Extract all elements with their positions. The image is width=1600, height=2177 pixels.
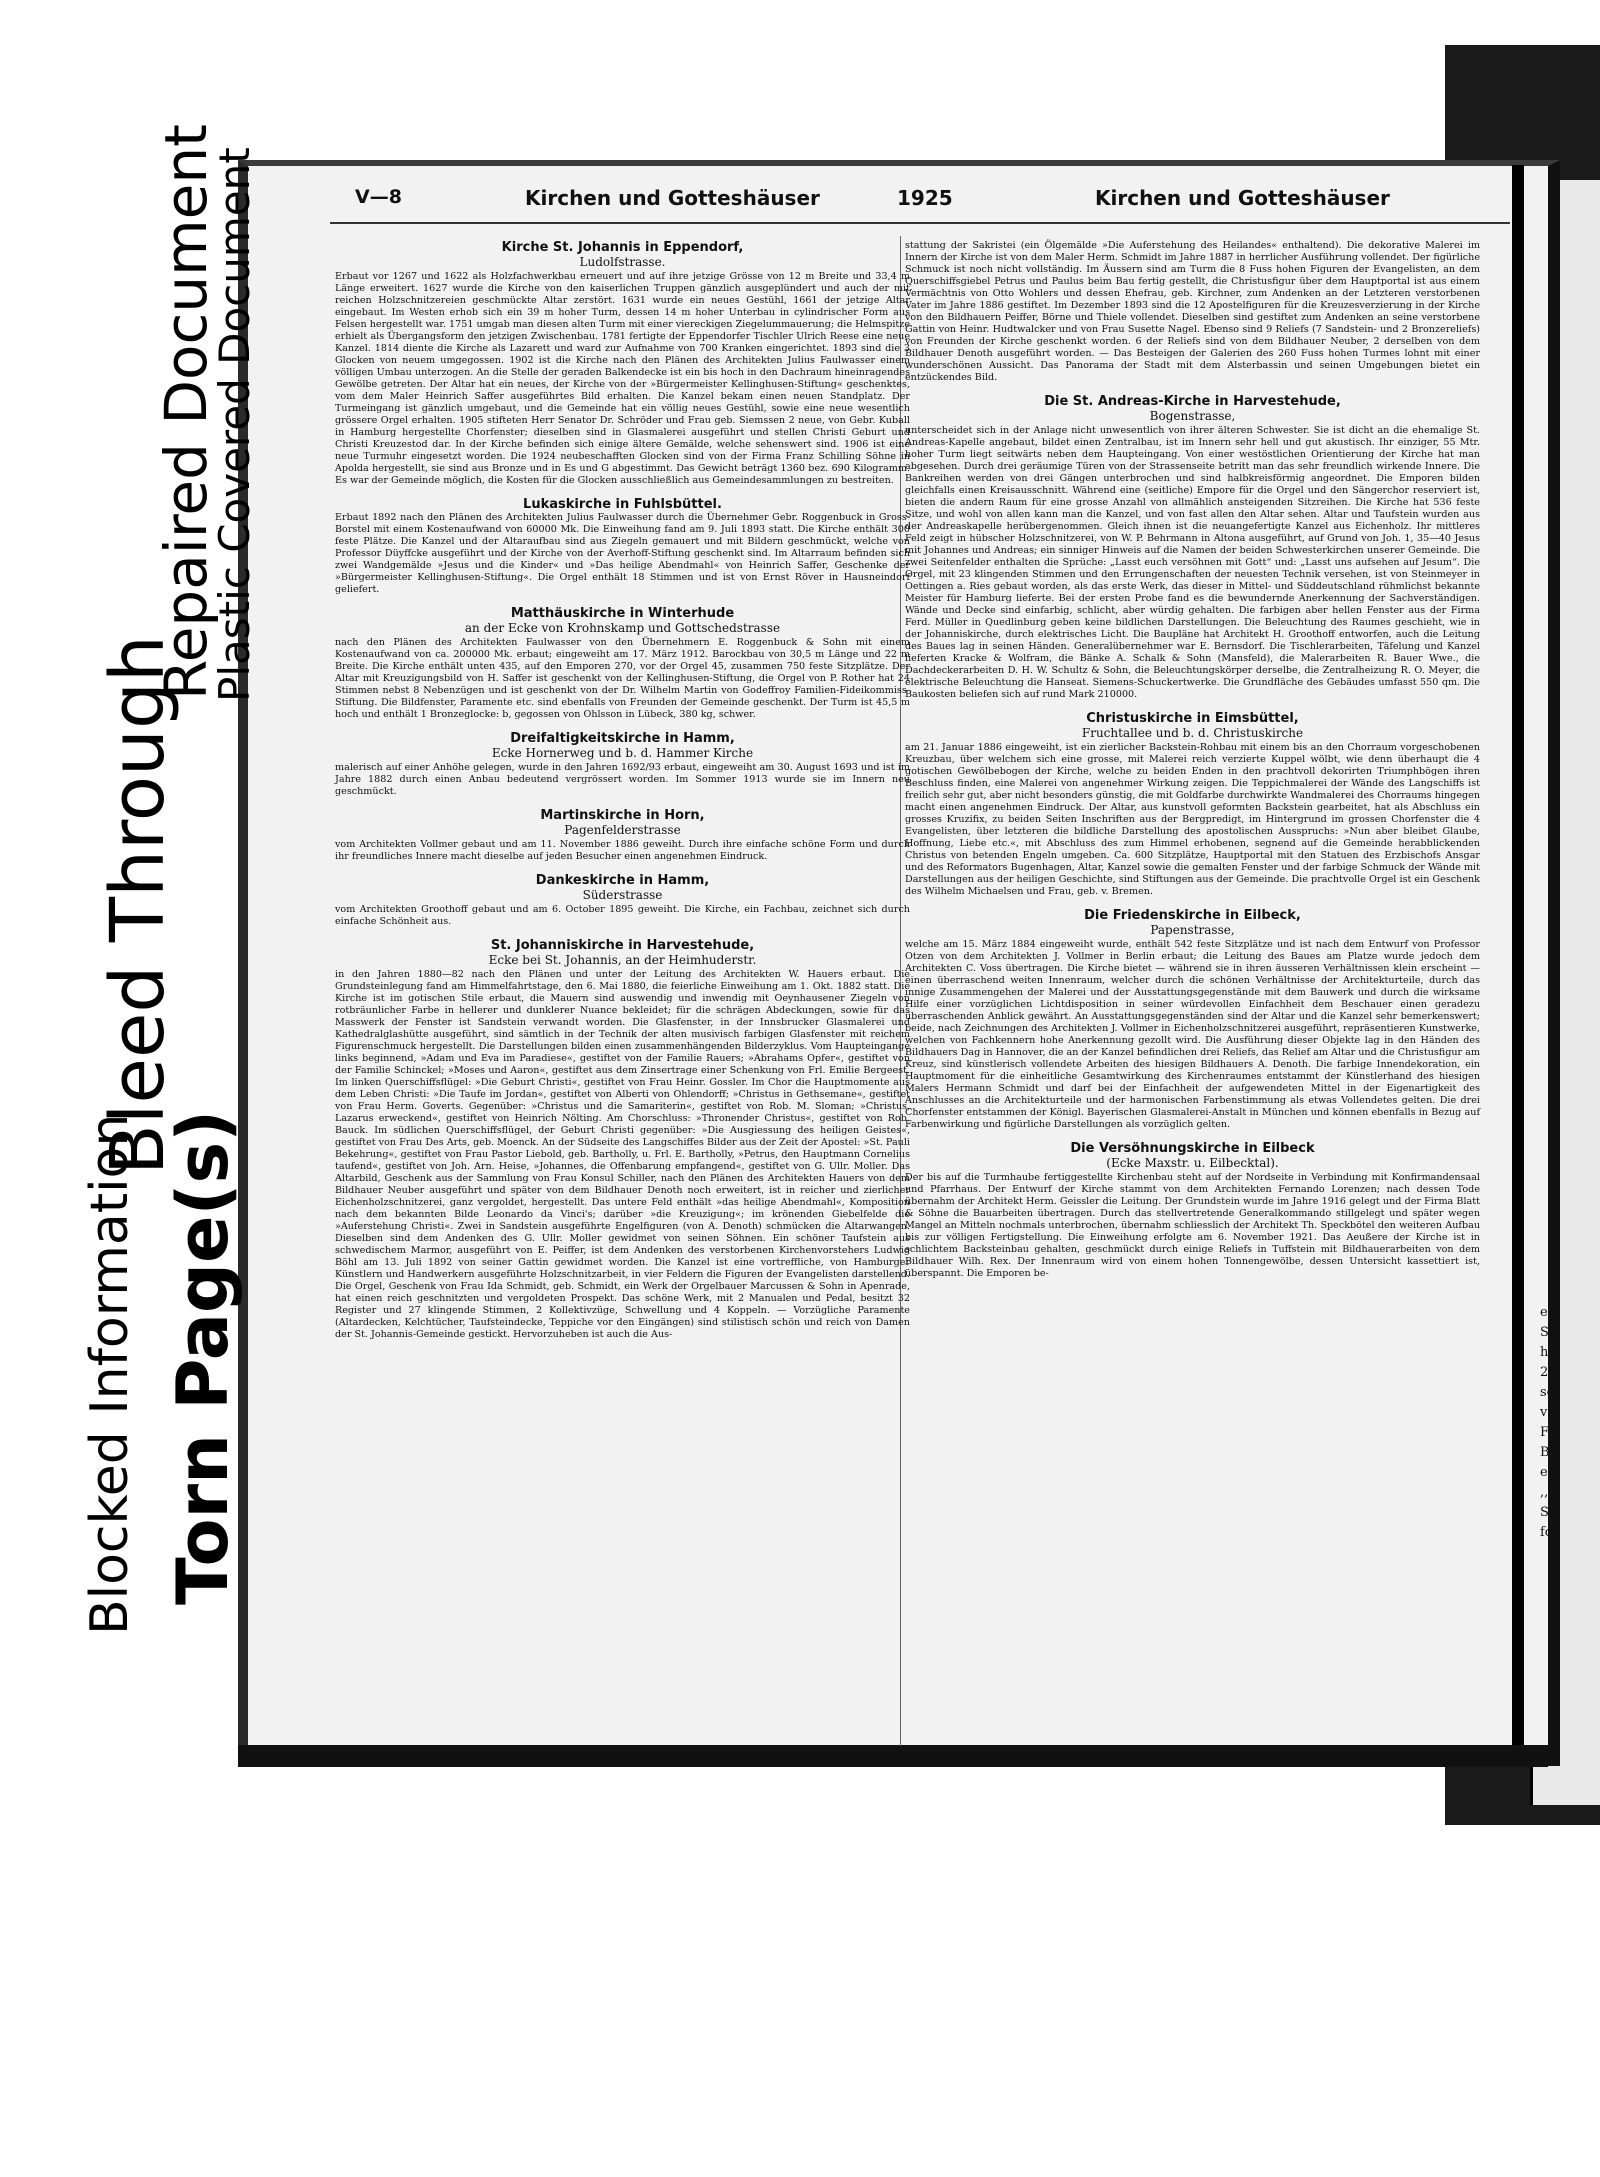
entry-address: Fruchtallee und b. d. Christuskirche <box>1081 726 1304 740</box>
entry-text: Erbaut 1892 nach den Plänen des Architekten Julius Faulwasser durch die Übernehmer Gebr. Roggenbuck in Gross-Borstel mit einem Kostenaufwand von 60000 Mk. Die Einweihung fand am 9. Juli 1893 statt. Die Kirche enthält 300 feste Plätze. Die Kanzel und der Altaraufbau sind aus Ziegeln gemauert und mit Bildern geschmückt, welche von Professor Düyffcke ausgeführt und der Kirche von der Averhoff-Stiftung geschenkt sind. Im Altarraum befinden sich zwei Wandgemälde »Jesus und die Kinder« und »Das heilige Abendmahl« von Heinrich Saffer, Geschenke der »Bürgermeister Kellinghusen-Stiftung«. Die Orgel enthält 18 Stimmen und ist von Ernst Röver in Hausneindorf geliefert. <box>335 512 910 595</box>
entry-text: Erbaut vor 1267 und 1622 als Holzfachwerkbau erneuert und auf ihre jetzige Grösse von 12 m Breite und 33,4 m Länge erweitert. 1627 wurde die Kirche von den kaiserlichen Truppen gänzlich ausgeplündert und auch der mit reichen Holzschnitzereien geschmückte Altar zerstört. 1631 wurde ein neues Gestühl, 1661 der jetzige Altar eingebaut. Im Westen erhob sich ein 39 m hoher Turm, dessen 14 m hoher Unterbau in cylindrischer Form aus Felsen hergestellt war. 1751 umgab man diesen alten Turm mit einer viereckigen Ziegelummauerung; die Helmspitze erhielt als Übergangsform den jetzigen Zwischenbau. 1781 fertigte der Eppendorfer Tischler Ulrich Reese eine neue Kanzel. 1814 diente die Kirche als Lazarett und ward zur Aufnahme von 700 Kranken eingerichtet. 1893 sind die 3 Glocken von neuem umgegossen. 1902 ist die Kirche nach den Plänen des Architekten Julius Faulwasser einem völligen Umbau unterzogen. An die Stelle der geraden Balkendecke ist ein bis hoch in den Dachraum hineinragendes Gewölbe getreten. Der Altar hat ein neues, der Kirche von der »Bürgermeister Kellinghusen-Stiftung« geschenktes, vom dem Maler Heinrich Saffer ausgeführtes Bild erhalten. Die Kanzel bekam einen neuen Standplatz. Der Turmeingang ist gänzlich umgebaut, und die Gemeinde hat ein völlig neues Gestühl, sowie eine neue wesentlich grössere Orgel erhalten. 1905 stifteten Herr Senator Dr. Schröder und Frau geb. Siemssen 2 neue, von Gebr. Kuball in Hamburg hergestellte Chorfenster; dieselben sind in Glasmalerei ausgeführt und stellen Christi Geburt und Christi Kreuzestod dar. In der Kirche befinden sich einige ältere Gemälde, welche sehenswert sind. 1906 ist eine neue Turmuhr eingesetzt worden. Die 1924 neubeschafften Glocken sind von der Firma Franz Schilling Söhne in Apolda hergestellt, sie sind aus Bronze und in Es und G abgestimmt. Das Gewicht beträgt 1360 bez. 690 Kilogramm. Es war der Gemeinde möglich, die Kosten für die Glocken ausschließlich aus Gemeindesammlungen zu bestreiten. <box>335 271 910 486</box>
page-number: V—8 <box>355 186 402 208</box>
entry-address: Bogenstrasse, <box>1149 409 1236 423</box>
entry-text: Der bis auf die Turmhaube fertiggestellte Kirchenbau steht auf der Nordseite in Verbindung mit Konfirmandensaal und Pfarrhaus. Der Entwurf der Kirche stammt von dem Architekten Fernando Lorenzen; nach dessen Tode übernahm der Architekt Herm. Geissler die Leitung. Der Grundstein wurde im Jahre 1916 gelegt und der Firma Blatt & Söhne die Bauarbeiten übertragen. Durch das stellvertretende Generalkommando stillgelegt und später wegen Mangel an Mitteln nochmals unterbrochen, übernahm schliesslich der Architekt Th. Speckbötel den weiteren Aufbau bis zur völligen Fertigstellung. Die Einweihung erfolgte am 6. November 1921. Das Aeußere der Kirche ist in schlichtem Backsteinbau gehalten, geschmückt durch einige Reliefs in Tuffstein mit Bildhauerarbeiten von dem Bildhauer Wilh. Rex. Der Innenraum wird von einem hohen Tonnengewölbe, dessen Untersicht kassettiert ist, überspannt. Die Emporen be- <box>905 1172 1480 1279</box>
adjacent-page-fragment <box>1540 1305 1600 1545</box>
left-column <box>335 240 910 1351</box>
entry-address: Süderstrasse <box>582 888 663 902</box>
entry-text: nach den Plänen des Architekten Faulwasser von den Übernehmern E. Roggenbuck & Sohn mit einem Kostenaufwand von ca. 200000 Mk. erbaut; eingeweiht am 17. März 1912. Barockbau von 30,5 m Länge und 22 m Breite. Die Kirche enthält unten 435, auf den Emporen 270, vor der Orgel 45, zusammen 750 feste Sitzplätze. Der Altar mit Kreuzigungsbild von H. Saffer ist geschenkt von der Kellinghusen-Stiftung, die Orgel von P. Rother hat 24 Stimmen nebst 8 Nebenzügen und ist geschenkt von der Dr. Wilhelm Martin von Godeffroy Familien-Fideikommiss-Stiftung. Die Bildfenster, Paramente etc. sind ebenfalls von Freunden der Gemeinde geschenkt. Der Turm ist 45,5 m hoch und enthält 1 Bronzeglocke: b, gegossen von Ohlsson in Lübeck, 380 kg, schwer. <box>335 637 910 720</box>
year-heading: 1925 <box>897 186 953 210</box>
entry-title: Lukaskirche in Fuhlsbüttel. <box>523 497 722 512</box>
label-torn-pages: Torn Page(s) <box>162 1109 244 1605</box>
church-entry <box>905 711 1480 898</box>
label-blocked-information: Blocked Information <box>80 1113 140 1635</box>
fragment-text: er <box>1540 1305 1554 1320</box>
fragment-text: Sc <box>1540 1505 1557 1520</box>
fragment-text: ve <box>1540 1405 1556 1420</box>
entry-text: vom Architekten Groothoff gebaut und am 6. October 1895 geweiht. Die Kirche, ein Fachbau, zeichnet sich durch einfache Schönheit aus. <box>335 904 910 927</box>
entry-address: Papenstrasse, <box>1150 923 1235 937</box>
entry-text: stattung der Sakristei (ein Ölgemälde »Die Auferstehung des Heilandes« enthaltend). Die dekorative Malerei im Innern der Kirche ist von dem Maler Herm. Schmidt im Jahre 1887 in herrlicher Ausführung vollendet. Der figürliche Schmuck ist noch nicht vollständig. Im Äussern sind am Turm die 8 Fuss hohen Figuren der Evangelisten, an dem Querschiffsgiebel Petrus und Paulus beim Bau fertig gestellt, die Christusfigur über dem Hauptportal ist aus einem Vermächtnis von Otto Wohlers und dessen Ehefrau, geb. Kirchner, zum Andenken an der Letzteren verstorbenen Vater im Jahre 1886 gestiftet. Im Dezember 1893 sind die 12 Apostelfiguren für die Kreuzesverzierung in der Kirche von den Bildhauern Peiffer, Börne und Thiele vollendet. Dieselben sind gestiftet zum Andenken an seine verstorbene Gattin von Heinr. Hudtwalcker und von Frau Susette Nagel. Ebenso sind 9 Reliefs (7 Sandstein- und 2 Bronzereliefs) von Freunden der Kirche geschenkt worden. 6 der Reliefs sind von dem Bildhauer Neuber, 2 derselben von dem Bildhauer Denoth ausgeführt worden. — Das Besteigen der Galerien des 260 Fuss hohen Turmes lohnt mit einer wunderschönen Aussicht. Das Panorama der Stadt mit dem Alsterbassin und seinen Umgebungen bietet ein entzückendes Bild. <box>905 240 1480 383</box>
entry-title: Die Versöhnungskirche in Eilbeck <box>1070 1141 1315 1156</box>
church-entry <box>335 808 910 863</box>
fragment-text: Fr <box>1540 1425 1556 1440</box>
fragment-text: hi <box>1540 1345 1553 1360</box>
running-title-right: Kirchen und Gotteshäuser <box>1095 186 1390 210</box>
entry-address: (Ecke Maxstr. u. Eilbecktal). <box>1106 1156 1279 1170</box>
church-entry <box>335 873 910 928</box>
book-spine <box>1512 165 1524 1745</box>
entry-text: welche am 15. März 1884 eingeweiht wurde, enthält 542 feste Sitzplätze und ist nach dem Entwurf von Professor Otzen von dem Architekten J. Vollmer in Berlin erbaut; die Leitung des Baues am Platze wurde jedoch dem Architekten C. Voss übertragen. Die Kirche bietet — während sie in ihren äusseren Verhältnissen klein erscheint — einen überraschend weiten Innenraum, welcher durch die schönen Verhältnisse der Architekturteile, durch das innige Zusammengehen der Malerei und der Ausstattungsgegenstände mit dem Bauwerk und durch die wirksame Hilfe einer vorzüglichen Lichtdisposition in seiner würdevollen Einfachheit dem Beschauer einen geradezu überraschenden Anblick gewährt. An Ausstattungsgegenständen sind der Altar und die Kanzel sehr bemerkenswert; beide, nach Zeichnungen des Architekten J. Vollmer in Eichenholzschnitzerei ausgeführt, repräsentieren Kunstwerke, welchen von Fachkennern hohe Anerkennung gezollt wird. Die Ausführung dieser Objekte lag in den Händen des Bildhauers Dag in Hannover, die an der Kanzel befindlichen drei Reliefs, das Relief am Altar und die Christusfigur am Kreuz, sind künstlerisch vollendete Arbeiten des hiesigen Bildhauers A. Denoth. Die farbige Innendekoration, ein Hauptmoment für die einheitliche Gesamtwirkung des Kirchenraumes entstammt der Künstlerhand des hiesigen Malers Hermann Schmidt und darf bei der Einfachheit der aufgewendeten Mittel in der Eigenartigkeit des Anschlusses an die Architekturteile und der harmonischen Farbenstimmung als etwas Vollendetes gelten. Die drei Chorfenster entstammen der Königl. Bayerischen Glasmalerei-Anstalt in München und können ebenfalls in Bezug auf Farbenwirkung und figürliche Darstellungen als vorzüglich gelten. <box>905 939 1480 1130</box>
fragment-text: 25 <box>1540 1365 1557 1380</box>
entry-address: Ecke bei St. Johannis, an der Heimhuderstr. <box>488 953 757 967</box>
entry-address: an der Ecke von Krohnskamp und Gottschedstrasse <box>464 621 781 635</box>
entry-title: Martinskirche in Horn, <box>540 808 705 823</box>
fragment-text: ,,S <box>1540 1485 1558 1500</box>
entry-title: Dankeskirche in Hamm, <box>535 873 710 888</box>
church-entry <box>335 606 910 721</box>
church-entry <box>905 908 1480 1131</box>
entry-title: Dreifaltigkeitskirche in Hamm, <box>510 731 735 746</box>
church-entry <box>335 240 910 487</box>
entry-text: in den Jahren 1880—82 nach den Plänen und unter der Leitung des Architekten W. Hauers erbaut. Die Grundsteinlegung fand am Himmelfahrtstage, den 6. Mai 1880, die feierliche Einweihung am 1. Okt. 1882 statt. Die Kirche ist im gotischen Stile erbaut, die Mauern sind auswendig und inwendig mit Oeynhausener Ziegeln von rotbräunlicher Farbe in hellerer und dunklerer Nuance bekleidet; für die schrägen Abdeckungen, sowie für das Masswerk der Fenster ist Sandstein verwandt worden. Die Glasfenster, in der Innsbrucker Glasmalerei und Kathedralglashütte ausgeführt, sind sämtlich in der Technik der alten musivisch farbigen Glasfenster mit reichem Figurenschmuck hergestellt. Die Darstellungen bilden einen zusammenhängenden Bilderzyklus. Vom Haupteingange links beginnend, »Adam und Eva im Paradiese«, gestiftet von der Familie Rauers; »Abrahams Opfer«, gestiftet von der Familie Schinckel; »Moses und Aaron«, gestiftet aus dem Zinsertrage einer Schenkung von Frl. Emilie Bergeest. Im linken Querschiffsflügel: »Die Geburt Christi«, gestiftet von Frau Heinr. Gossler. Im Chor die Hauptmomente aus dem Leben Christi: »Die Taufe im Jordan«, gestiftet von Alberti von Ohlendorff; »Christus in Gethsemane«, gestiftet von Frau Herm. Goverts. Gegenüber: »Christus und die Samariterin«, gestiftet von Rob. M. Sloman; »Christus, Lazarus erweckend«, gestiftet von Heinrich Nölting. Am Chorschluss: »Thronender Christus«, gestiftet von Rob. Bauck. Im südlichen Querschiffsflügel, der Geburt Christi gegenüber: »Die Ausgiessung des heiligen Geistes«, gestiftet von Frau Des Arts, geb. Moenck. An der Südseite des Langschiffes Bilder aus der Zeit der Apostel: »St. Pauli Bekehrung«, gestiftet von Frau Pastor Liebold, geb. Bartholly, u. Frl. E. Bartholly, »Petrus, den Hauptmann Cornelius taufend«, gestiftet von Joh. Arn. Heise, »Johannes, die Offenbarung empfangend«, gestiftet von G. Ullr. Moller. Das Altarbild, Geschenk aus der Sammlung von Frau Konsul Schiller, nach den Plänen des Architekten Hauers von dem Bildhauer Neuber ausgeführt und später von dem Bildhauer Denoth noch erweitert, ist in reicher und zierlicher Eichenholzschnitzerei, ganz vergoldet, hergestellt. Das untere Feld enthält »das heilige Abendmahl«, Komposition nach dem bekannten Bilde Leonardo da Vinci's; darüber »die Kreuzigung«; im krönenden Giebelfelde die »Auferstehung Christi«. Zwei in Sandstein ausgeführte Engelfiguren (von A. Denoth) schmücken die Altarwangen. Dieselben sind dem Andenken des G. Ullr. Moller gewidmet von seinen Söhnen. Ein schöner Taufstein aus schwedischem Marmor, ausgeführt von E. Peiffer, ist dem Andenken des verstorbenen Kirchenvorstehers Ludwig Böhl am 13. Juli 1892 von seiner Gattin gewidmet worden. Die Kanzel ist eine vortreffliche, von Hamburger Künstlern und Handwerkern ausgeführte Holzschnitzarbeit, in vier Feldern die Figuren der Evangelisten darstellend. Die Orgel, Geschenk von Frau Ida Schmidt, geb. Schmidt, ein Werk der Orgelbauer Marcussen & Sohn in Apenrade, hat einen reich geschnitzten und vergoldeten Prospekt. Das schöne Werk, mit 2 Manualen und Pedal, besitzt 32 Register und 27 klingende Stimmen, 2 Kollektivzüge, Schwellung und 4 Koppeln. — Vorzügliche Paramente (Altardecken, Kelchtücher, Taufsteindecke, Teppiche vor den Eingängen) sind stilistisch schön und reich von Damen der St. Johannis-Gemeinde gestickt. Hervorzuheben ist auch die Aus- <box>335 969 910 1340</box>
label-bleed-through: Bleed Through <box>95 635 181 1175</box>
fragment-text: ei <box>1540 1465 1552 1480</box>
running-title-left: Kirchen und Gotteshäuser <box>525 186 820 210</box>
entry-text: malerisch auf einer Anhöhe gelegen, wurde in den Jahren 1692/93 erbaut, eingeweiht am 30. August 1693 und ist im Jahre 1882 durch einen Anbau bedeutend vergrössert worden. Im Sommer 1913 wurde sie im Innern neu geschmückt. <box>335 762 910 797</box>
entry-text: vom Architekten Vollmer gebaut und am 11. November 1886 geweiht. Durch ihre einfache schöne Form und durch ihr freundliches Innere macht dieselbe auf jeden Besucher einen angenehmen Eindruck. <box>335 839 910 862</box>
page-bottom-edge <box>238 1745 1548 1767</box>
entry-title: Die St. Andreas-Kirche in Harvestehude, <box>1044 394 1341 409</box>
entry-text: unterscheidet sich in der Anlage nicht unwesentlich von ihrer älteren Schwester. Sie ist dicht an die ehemalige St. Andreas-Kapelle angebaut, bildet einen Zentralbau, ist im Innern sehr hell und gut akustisch. Ihr einziger, 55 Mtr. hoher Turm liegt seitwärts neben dem Haupteingang. Von einer westöstlichen Orientierung der Kirche hat man abgesehen. Durch drei geräumige Türen von der Strassenseite betritt man das sehr freundlich wirkende Innere. Die Bankreihen werden von drei Gängen unterbrochen und sind halbkreisförmig angeordnet. Die Emporen bilden gleichfalls einen Kreisausschnitt. Während eine (seitliche) Empore für die Orgel und den Sängerchor reserviert ist, bieten die andern Raum für eine grosse Anzahl von allmählich ansteigenden Sitzreihen. Die Kirche hat 536 feste Sitze, und wohl von allen kann man die Kanzel, und von fast allen den Altar sehen. Altar und Taufstein wurden aus der Andreaskapelle herübergenommen. Gleich ihnen ist die neuangefertigte Kanzel aus Eichenholz. Ihr mittleres Feld zeigt in hübscher Holzschnitzerei, von W. P. Behrmann in Altona ausgeführt, auf Grund von Joh. 1, 35—40 Jesus mit Johannes und Andreas; ein sinniger Hinweis auf die Namen der beiden Schwesterkirchen unserer Gemeinde. Die zwei Seitenfelder enthalten die Sprüche: „Lasst euch versöhnen mit Gott“ und: „Lasst uns aufsehen auf Jesum“. Die Orgel, mit 23 klingenden Stimmen und den Errungenschaften der neuesten Technik versehen, ist von Steinmeyer in Oettingen a. Ries gebaut worden, als das erste Werk, das dieser in Mittel- und Süddeutschland rühmlichst bekannte Meister für Hamburg lieferte. Bei der ersten Probe fand es die bewundernde Anerkennung der Sachverständigen. Wände und Decke sind einfarbig, schlicht, aber würdig gehalten. Die farbigen aber hellen Fenster aus der Firma Ferd. Müller in Quedlinburg geben keine bildlichen Darstellungen. Die Beleuchtung des Raumes geschieht, wie in der Johanniskirche, durch elektrisches Licht. Die Baupläne hat Architekt H. Groothoff entworfen, auch die Leitung des Baues lag in seinen Händen. Generalübernehmer war E. Bernsdorf. Die Tischlerarbeiten, Täfelung und Kanzel lieferten Kracke & Wolfram, die Bänke A. Schalk & Sohn (Mansfeld), die Malerarbeiten R. Bauer Wwe., die Dachdeckerarbeiten D. H. W. Schultz & Sohn, die Beleuchtungskörper derselbe, die Zentralheizung R. O. Meyer, die elektrische Beleuchtung die Hanseat. Siemens-Schuckertwerke. Die Grundfläche des Gebäudes umfasst 550 qm. Die Baukosten beliefen sich auf rund Mark 210000. <box>905 425 1480 700</box>
entry-text: am 21. Januar 1886 eingeweiht, ist ein zierlicher Backstein-Rohbau mit einem bis an den Chorraum vorgeschobenen Kreuzbau, über welchem sich eine grosse, mit Malerei reich verzierte Kuppel wölbt, wie denn überhaupt die 4 gotischen Gewölbebogen der Kirche, welche zu beiden Enden in den prachtvoll dekorirten Triumphbögen ihren Beschluss finden, eine Malerei von angenehmer Wirkung zeigen. Die Teppichmalerei der Wände des Langschiffs ist freilich sehr gut, aber nicht besonders günstig, die mit Goldfarbe durchwirkte Wandmalerei des Chorraums hingegen macht einen angenehmen Eindruck. Der Altar, aus kunstvoll geformten Backstein gearbeitet, hat als Abschluss ein grosses Kruzifix, zu beiden Seiten Inschriften aus der Bergpredigt, im Hintergrund im grossen Chorfenster die 4 Evangelisten, über letzteren die bildliche Darstellung des apostolischen Ausspruchs: »Nun aber bleibet Glaube, Hoffnung, Liebe etc.«, mit Abschluss des zum Himmel erhobenen, segnend auf die Gemeinde herabblickenden Christus von betenden Engeln umgeben. Ca. 600 Sitzplätze, Hauptportal mit den Statuen des Erzbischofs Ansgar und des Reformators Bugenhagen, Altar, Kanzel sowie die gemalten Fenster und der farbige Schmuck der Wände mit Darstellungen aus der heiligen Geschichte, sind Stiftungen aus der Gemeinde. Die prachtvolle Orgel ist ein Geschenk des Wilhelm Michaelsen und Frau, geb. v. Bremen. <box>905 742 1480 897</box>
entry-title: Die Friedenskirche in Eilbeck, <box>1084 908 1301 923</box>
church-entry <box>335 497 910 596</box>
entry-address: Ludolfstrasse. <box>579 255 666 269</box>
church-entry <box>335 731 910 798</box>
entry-address: Pagenfelderstrasse <box>564 823 681 837</box>
fragment-text: Ba <box>1540 1445 1558 1460</box>
fragment-text: Sä <box>1540 1325 1557 1340</box>
label-repaired-document: Repaired Document <box>152 124 220 700</box>
entry-title: Christuskirche in Eimsbüttel, <box>1086 711 1299 726</box>
header-rule <box>330 222 1510 224</box>
label-plastic-covered: Plastic Covered Document <box>210 147 259 702</box>
entry-title: St. Johanniskirche in Harvestehude, <box>490 938 755 953</box>
church-entry <box>905 240 1480 384</box>
entry-address: Ecke Hornerweg und b. d. Hammer Kirche <box>491 746 754 760</box>
entry-title: Kirche St. Johannis in Eppendorf, <box>501 240 744 255</box>
church-entry <box>905 1141 1480 1280</box>
right-column <box>905 240 1480 1290</box>
fragment-text: sc <box>1540 1385 1554 1400</box>
entry-title: Matthäuskirche in Winterhude <box>510 606 735 621</box>
church-entry <box>335 938 910 1341</box>
church-entry <box>905 394 1480 701</box>
fragment-text: fo <box>1540 1525 1553 1540</box>
